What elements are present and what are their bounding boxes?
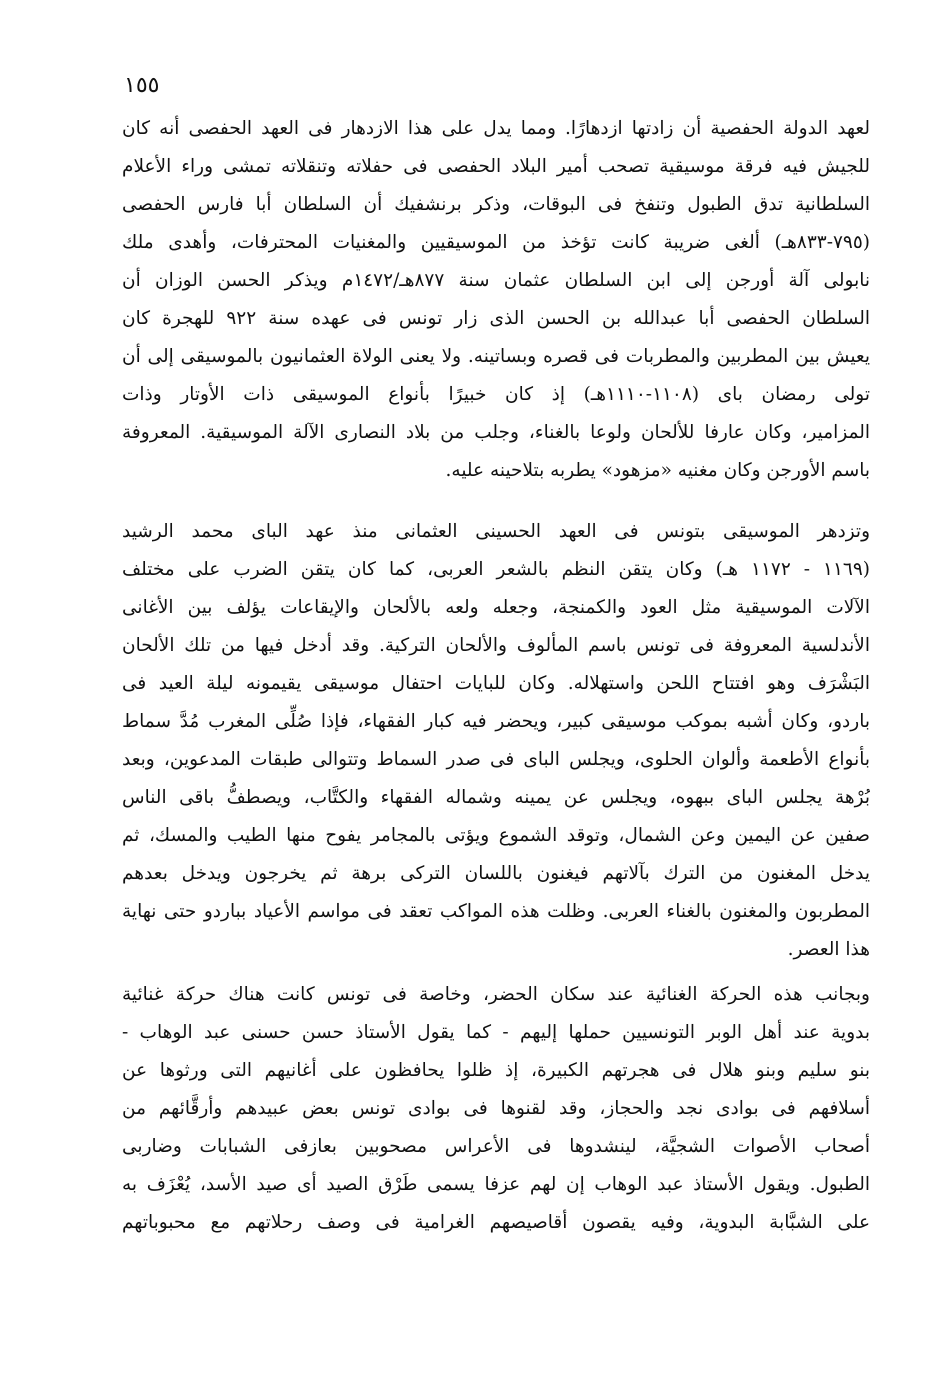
text-line: للجيش فيه فرقة موسيقية تصحب أمير البلاد الحفصى فى حفلاته وتنقلاته تمشى وراء الأعلام bbox=[122, 156, 870, 177]
text-line: هذا العصر. bbox=[787, 939, 870, 960]
paragraph-1 bbox=[122, 110, 870, 490]
text-line: الآلات الموسيقية مثل العود والكمنجة، وجعله ولعه بالألحان والإيقاعات يؤلف بين الأغانى bbox=[122, 597, 870, 618]
text-line: بُرْهة يجلس الباى ببهوه، ويجلس عن يمينه وشماله الفقهاء والكتَّاب، ويصطفُّ باقى الناس bbox=[122, 787, 870, 808]
text-line: باردو، وكان أشبه بموكب موسيقى كبير، ويحضر فيه كبار الفقهاء، فإذا صُلِّى المغرب مُدَّ سماط bbox=[122, 711, 870, 732]
text-line: المطربون والمغنون بالغناء العربى. وظلت هذه المواكب تعقد فى مواسم الأعياد بباردو حتى نهاية bbox=[122, 901, 870, 922]
text-line: المزامير، وكان عارفا للألحان ولوعا بالغناء، وجلب من بلاد النصارى الآلة الموسيقية. المعروفة bbox=[122, 422, 870, 443]
text-line: (٧٩٥-٨٣٣هـ) ألغى ضريبة كانت تؤخذ من الموسيقيين والمغنيات المحترفات، وأهدى ملك bbox=[122, 232, 870, 253]
text-line: وبجانب هذه الحركة الغنائية عند سكان الحضر، وخاصة فى تونس كانت هناك حركة غنائية bbox=[122, 984, 870, 1005]
text-line: صفين عن اليمين وعن الشمال، وتوقد الشموع ويؤتى بالمجامر يفوح منها الطيب والمسك، ثم bbox=[122, 825, 870, 846]
text-line: الأندلسية المعروفة فى تونس باسم المألوف والألحان التركية. وقد أدخل فيها من تلك الألحان bbox=[122, 635, 870, 656]
page-number: ١٥٥ bbox=[124, 73, 160, 98]
text-line: على الشبَّابة البدوية، وفيه يقصون أقاصيصهم الغرامية فى وصف رحلاتهم مع محبوباتهم bbox=[122, 1212, 870, 1233]
text-line: بأنواع الأطعمة وألوان الحلوى، ويجلس الباى فى صدر السماط وتتوالى طبقات المدعوين، وبعد bbox=[122, 749, 870, 770]
text-line: وتزدهر الموسيقى بتونس فى العهد الحسينى العثمانى منذ عهد الباى محمد الرشيد bbox=[122, 521, 870, 542]
text-line: تولى رمضان باى (١١٠٨-١١١٠هـ) إذ كان خبيرًا بأنواع الموسيقى ذات الأوتار وذات bbox=[122, 384, 870, 405]
text-line: أصحاب الأصوات الشجيَّة، لينشدوها فى الأعراس مصحوبين بعازفى الشبابات وضاربى bbox=[122, 1136, 870, 1157]
text-line: لعهد الدولة الحفصية أن زادتها ازدهارًا. ومما يدل على هذا الازدهار فى العهد الحفصى أنه كان bbox=[122, 118, 870, 139]
text-line: بدوية عند أهل الوبر التونسيين حملها إليهم - كما يقول الأستاذ حسن حسنى عبد الوهاب - bbox=[122, 1022, 870, 1043]
text-line: بنو سليم وبنو هلال فى هجرتهم الكبيرة، إذ ظلوا يحافظون على أغانيهم التى ورثوها عن bbox=[122, 1060, 870, 1081]
text-line: الطبول. ويقول الأستاذ عبد الوهاب إن لهم عزفا يسمى طَرْق الصيد أى صيد الأسد، يُعْزَف به bbox=[122, 1174, 870, 1195]
text-line: يعيش بين المطربين والمطربات فى قصره وبساتينه. ولا يعنى الولاة العثمانيون بالموسيقى إلى أن bbox=[122, 346, 870, 367]
text-line: البَشْرَف وهو افتتاح اللحن واستهلاله. وكان للبايات احتفال موسيقى يقيمونه ليلة العيد فى bbox=[122, 673, 870, 694]
text-line: يدخل المغنون من الترك بآلاتهم فيغنون باللسان التركى برهة ثم يخرجون ويدخل بعدهم bbox=[122, 863, 870, 884]
text-line: السلطانية تدق الطبول وتنفخ فى البوقات، وذكر برنشفيك أن السلطان أبا فارس الحفصى bbox=[122, 194, 870, 215]
text-line: السلطان الحفصى أبا عبدالله بن الحسن الذى زار تونس فى عهده سنة ٩٢٢ للهجرة كان bbox=[122, 308, 870, 329]
paragraph-2 bbox=[122, 513, 870, 969]
text-line: نابولى آلة أورجن إلى ابن السلطان عثمان سنة ٨٧٧هـ/١٤٧٢م ويذكر الحسن الوزان أن bbox=[122, 270, 870, 291]
text-line: أسلافهم فى بوادى نجد والحجاز، وقد لقنوها فى بوادى تونس بعض عبيدهم وأرقَّائهم من bbox=[122, 1098, 870, 1119]
text-line: باسم الأورجن وكان مغنيه «مزهود» يطربه بتلاحينه عليه. bbox=[445, 460, 870, 481]
paragraph-3 bbox=[122, 976, 870, 1242]
text-line: (١١٦٩ - ١١٧٢ هـ) وكان يتقن النظم بالشعر العربى، كما كان يتقن الضرب على مختلف bbox=[122, 559, 870, 580]
